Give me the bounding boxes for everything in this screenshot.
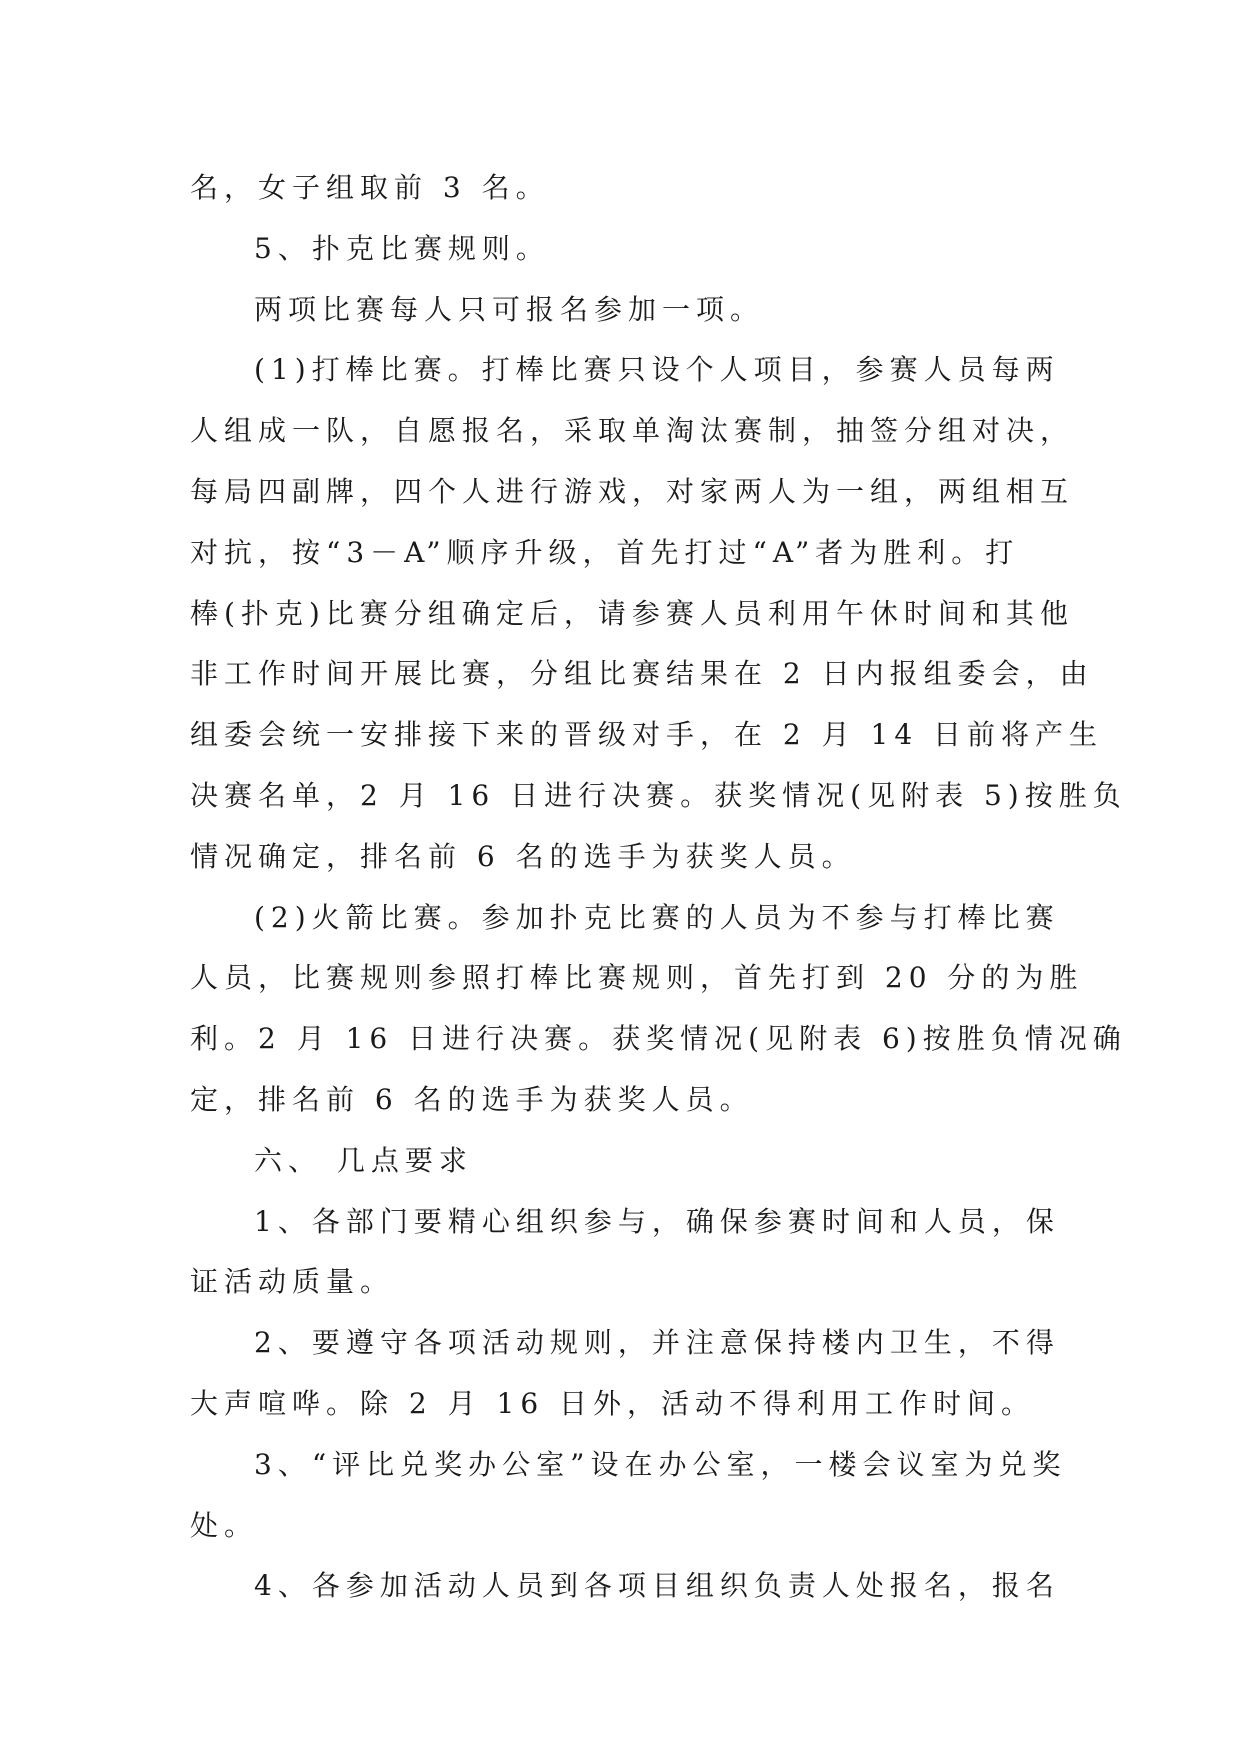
text-line: 名，女子组取前 3 名。 bbox=[190, 171, 550, 204]
text-line: 组委会统一安排接下来的晋级对手，在 2 月 14 日前将产生 bbox=[190, 718, 1104, 752]
text-line: 处。 bbox=[190, 1508, 259, 1542]
text-line: 2、要遵守各项活动规则，并注意保持楼内卫生，不得 bbox=[254, 1326, 1060, 1360]
text-line: (1)打棒比赛。打棒比赛只设个人项目，参赛人员每两 bbox=[254, 353, 1060, 387]
section-heading: 六、 几点要求 bbox=[254, 1143, 473, 1177]
text-line: 棒(扑克)比赛分组确定后，请参赛人员利用午休时间和其他 bbox=[190, 596, 1074, 630]
text-line: 决赛名单，2 月 16 日进行决赛。获奖情况(见附表 5)按胜负 bbox=[190, 778, 1127, 812]
text-line: 4、各参加活动人员到各项目组织负责人处报名，报名 bbox=[254, 1569, 1060, 1603]
text-line: 3、“评比兑奖办公室”设在办公室，一楼会议室为兑奖 bbox=[254, 1447, 1067, 1481]
text-line: 5、扑克比赛规则。 bbox=[254, 231, 550, 265]
text-line: 人员，比赛规则参照打棒比赛规则，首先打到 20 分的为胜 bbox=[190, 961, 1084, 995]
text-line: 定，排名前 6 名的选手为获奖人员。 bbox=[190, 1082, 754, 1116]
text-line: 1、各部门要精心组织参与，确保参赛时间和人员，保 bbox=[254, 1204, 1060, 1238]
text-line: 每局四副牌，四个人进行游戏，对家两人为一组，两组相互 bbox=[190, 474, 1075, 508]
text-line: 对抗，按“3－A”顺序升级，首先打过“A”者为胜利。打 bbox=[190, 535, 1020, 569]
text-line: 利。2 月 16 日进行决赛。获奖情况(见附表 6)按胜负情况确 bbox=[190, 1022, 1127, 1056]
text-line: 人组成一队，自愿报名，采取单淘汰赛制，抽签分组对决， bbox=[190, 414, 1075, 448]
text-line: 情况确定，排名前 6 名的选手为获奖人员。 bbox=[190, 839, 856, 873]
text-line: 大声喧哗。除 2 月 16 日外，活动不得利用工作时间。 bbox=[190, 1386, 1036, 1420]
text-line: (2)火箭比赛。参加扑克比赛的人员为不参与打棒比赛 bbox=[254, 900, 1060, 934]
document-body bbox=[190, 158, 1127, 1617]
text-line: 非工作时间开展比赛，分组比赛结果在 2 日内报组委会，由 bbox=[190, 657, 1094, 691]
text-line: 两项比赛每人只可报名参加一项。 bbox=[254, 292, 765, 326]
text-line: 证活动质量。 bbox=[190, 1265, 395, 1299]
